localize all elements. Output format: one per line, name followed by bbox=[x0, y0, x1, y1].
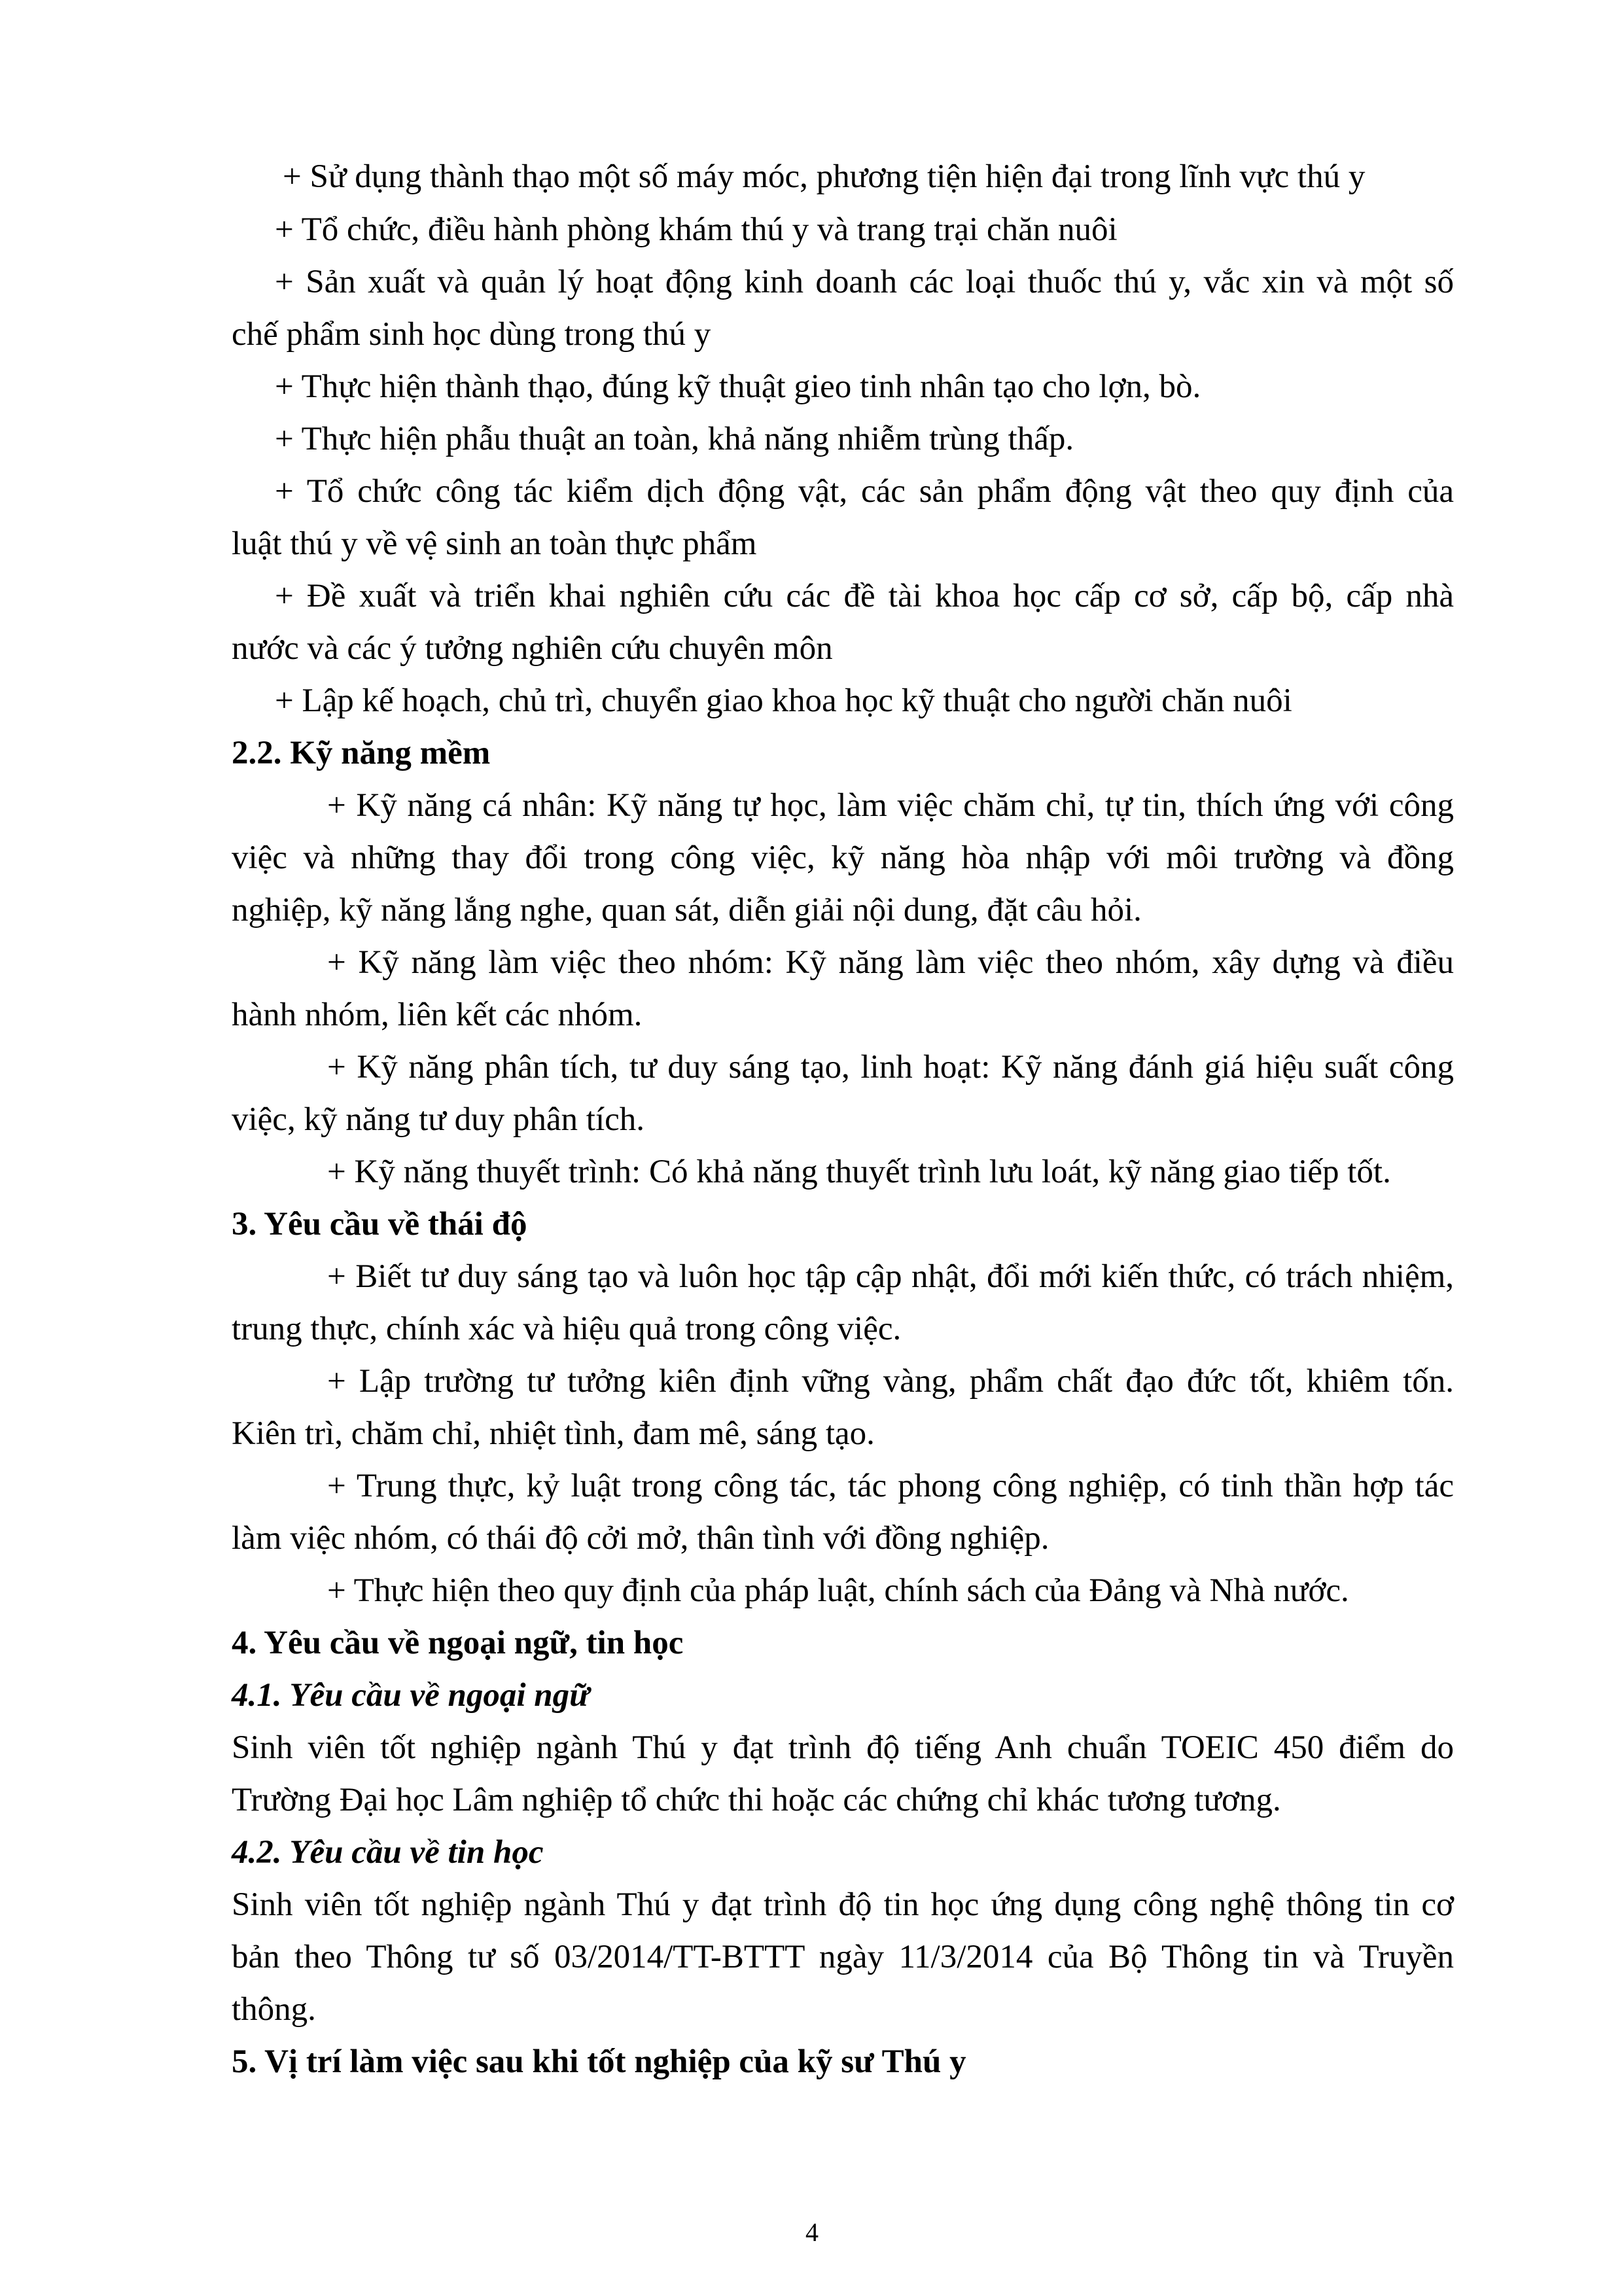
page-number: 4 bbox=[805, 2217, 819, 2247]
text-line: nghiệp, kỹ năng lắng nghe, quan sát, diễn giải nội dung, đặt câu hỏi. bbox=[232, 892, 1142, 928]
text-line: chế phẩm sinh học dùng trong thú y bbox=[232, 316, 711, 353]
text-line: Sinh viên tốt nghiệp ngành Thú y đạt trình độ tiếng Anh chuẩn TOEIC 450 điểm do bbox=[232, 1729, 1454, 1766]
text-line: + Sản xuất và quản lý hoạt động kinh doanh các loại thuốc thú y, vắc xin và một số bbox=[275, 264, 1454, 300]
text-line: + Tổ chức công tác kiểm dịch động vật, các sản phẩm động vật theo quy định của bbox=[275, 473, 1454, 510]
section-heading-2-2: 2.2. Kỹ năng mềm bbox=[232, 735, 491, 771]
text-line: + Đề xuất và triển khai nghiên cứu các đề tài khoa học cấp cơ sở, cấp bộ, cấp nhà bbox=[275, 578, 1454, 614]
text-line: + Kỹ năng làm việc theo nhóm: Kỹ năng làm việc theo nhóm, xây dựng và điều bbox=[327, 944, 1454, 981]
text-line: việc, kỹ năng tư duy phân tích. bbox=[232, 1101, 645, 1138]
section-heading-4: 4. Yêu cầu về ngoại ngữ, tin học bbox=[232, 1625, 684, 1661]
text-line: luật thú y về vệ sinh an toàn thực phẩm bbox=[232, 525, 757, 562]
text-line: + Thực hiện phẫu thuật an toàn, khả năng nhiễm trùng thấp. bbox=[275, 421, 1074, 457]
text-line: + Tổ chức, điều hành phòng khám thú y và trang trại chăn nuôi bbox=[275, 211, 1118, 248]
text-line: + Thực hiện thành thạo, đúng kỹ thuật gieo tinh nhân tạo cho lợn, bò. bbox=[275, 368, 1201, 405]
text-line: + Lập kế hoạch, chủ trì, chuyển giao khoa học kỹ thuật cho người chăn nuôi bbox=[275, 682, 1292, 719]
text-line: Kiên trì, chăm chỉ, nhiệt tình, đam mê, sáng tạo. bbox=[232, 1415, 875, 1452]
section-heading-5: 5. Vị trí làm việc sau khi tốt nghiệp của kỹ sư Thú y bbox=[232, 2043, 966, 2080]
text-line: việc và những thay đổi trong công việc, kỹ năng hòa nhập với môi trường và đồng bbox=[232, 839, 1454, 876]
text-line: thông. bbox=[232, 1991, 316, 2028]
text-line: + Kỹ năng phân tích, tư duy sáng tạo, linh hoạt: Kỹ năng đánh giá hiệu suất công bbox=[327, 1049, 1454, 1086]
text-line: + Kỹ năng cá nhân: Kỹ năng tự học, làm việc chăm chỉ, tự tin, thích ứng với công bbox=[327, 787, 1454, 824]
section-heading-4-1: 4.1. Yêu cầu về ngoại ngữ bbox=[232, 1677, 590, 1714]
text-line: Sinh viên tốt nghiệp ngành Thú y đạt trình độ tin học ứng dụng công nghệ thông tin cơ bbox=[232, 1886, 1454, 1923]
text-line: + Biết tư duy sáng tạo và luôn học tập cập nhật, đổi mới kiến thức, có trách nhiệm, bbox=[327, 1258, 1454, 1295]
text-line: + Sử dụng thành thạo một số máy móc, phương tiện hiện đại trong lĩnh vực thú y bbox=[283, 158, 1366, 195]
text-line: + Trung thực, kỷ luật trong công tác, tác phong công nghiệp, có tinh thần hợp tác bbox=[327, 1468, 1454, 1504]
text-line: làm việc nhóm, có thái độ cởi mở, thân tình với đồng nghiệp. bbox=[232, 1520, 1050, 1557]
text-line: trung thực, chính xác và hiệu quả trong công việc. bbox=[232, 1311, 902, 1347]
section-heading-4-2: 4.2. Yêu cầu về tin học bbox=[232, 1834, 544, 1871]
text-line: + Thực hiện theo quy định của pháp luật, chính sách của Đảng và Nhà nước. bbox=[327, 1572, 1349, 1609]
text-line: Trường Đại học Lâm nghiệp tổ chức thi hoặc các chứng chỉ khác tương tương. bbox=[232, 1782, 1281, 1818]
text-line: bản theo Thông tư số 03/2014/TT-BTTT ngày 11/3/2014 của Bộ Thông tin và Truyền bbox=[232, 1939, 1454, 1975]
section-heading-3: 3. Yêu cầu về thái độ bbox=[232, 1206, 527, 1243]
text-line: hành nhóm, liên kết các nhóm. bbox=[232, 997, 643, 1033]
text-line: + Lập trường tư tưởng kiên định vững vàng, phẩm chất đạo đức tốt, khiêm tốn. bbox=[327, 1363, 1454, 1400]
text-line: + Kỹ năng thuyết trình: Có khả năng thuyết trình lưu loát, kỹ năng giao tiếp tốt. bbox=[327, 1154, 1391, 1190]
text-line: nước và các ý tưởng nghiên cứu chuyên môn bbox=[232, 630, 833, 667]
